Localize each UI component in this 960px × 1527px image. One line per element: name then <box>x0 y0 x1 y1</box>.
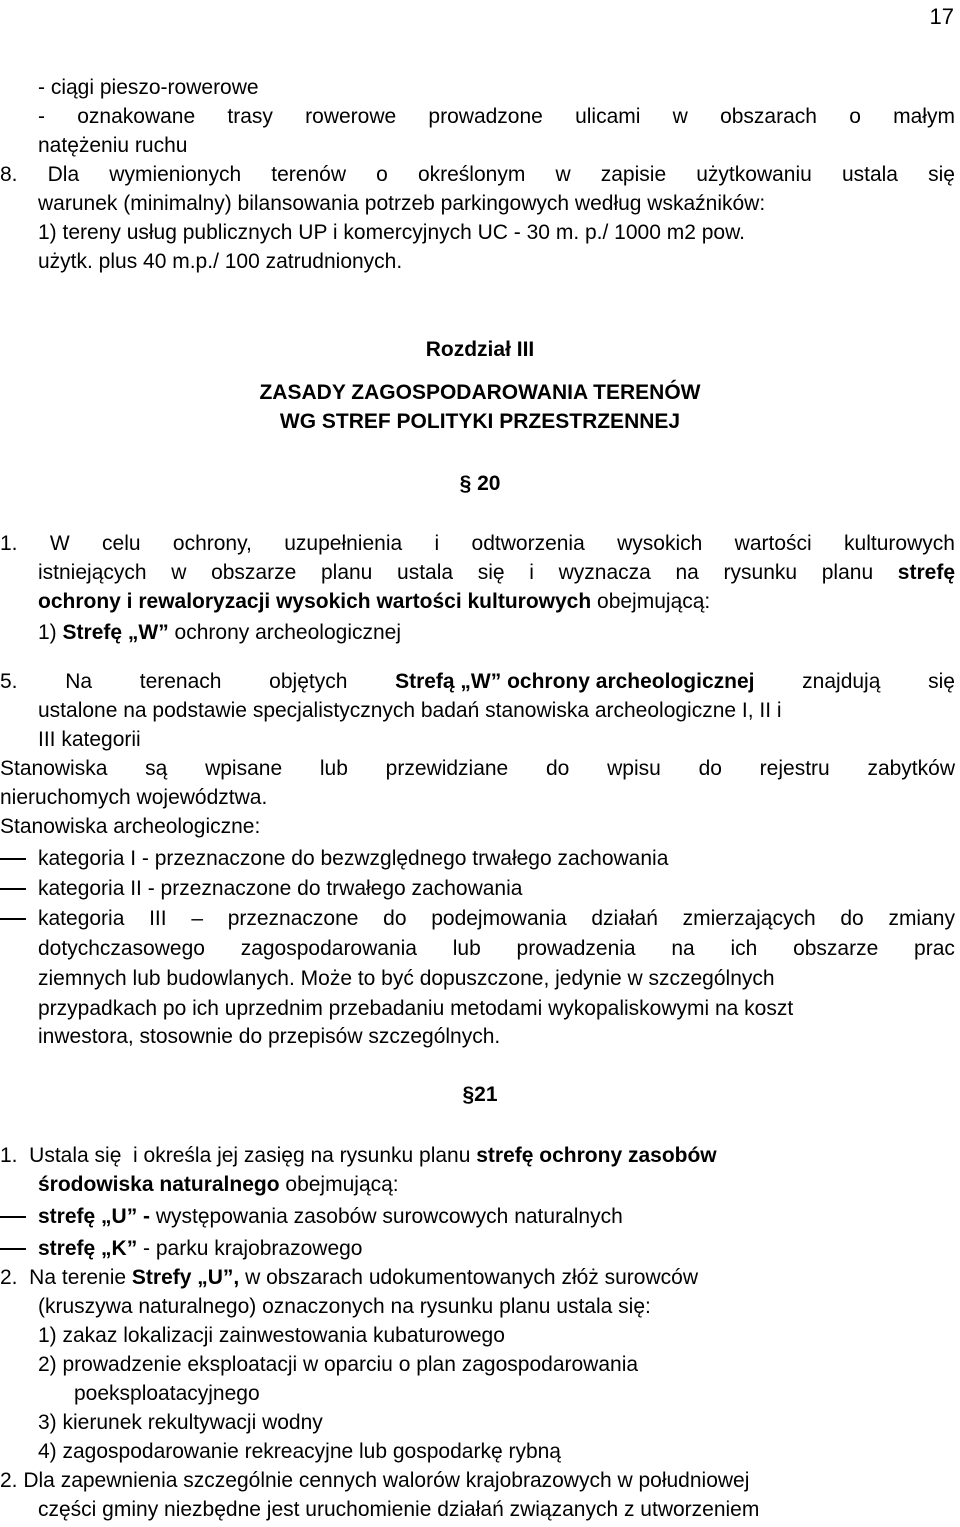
s21-item-2-cont: poeksploatacyjnego <box>74 1382 260 1405</box>
s21-paragraph-1 <box>0 1141 717 1170</box>
word: odtworzenia <box>471 532 585 555</box>
word: określonym <box>417 163 526 186</box>
category-3-l4: przypadkach po ich uprzednim przebadaniu metodami wykopaliskowymi na koszt <box>38 997 794 1020</box>
category-3 <box>38 904 955 933</box>
word: się <box>928 670 955 693</box>
word: w <box>555 163 571 186</box>
s20-paragraph-5-l5: nieruchomych województwa. <box>0 786 268 809</box>
word: do <box>383 907 407 930</box>
word: kulturowych <box>844 532 955 555</box>
word: oznakowane <box>77 105 196 128</box>
word: wysokich <box>617 532 703 555</box>
word: są <box>145 757 168 780</box>
word: 5. <box>0 670 18 693</box>
word: obszarach <box>720 105 817 128</box>
section-20-heading: § 20 <box>459 472 501 495</box>
category-3-l3: ziemnych lub budowlanych. Może to być dopuszczone, jedynie w szczególnych <box>38 967 775 990</box>
word: wyznacza <box>558 561 651 584</box>
word: zmiany <box>888 907 955 930</box>
s20-paragraph-5-l3: III kategorii <box>38 728 141 751</box>
word: obszarze <box>211 561 297 584</box>
word: do <box>840 907 864 930</box>
word: ustala <box>397 561 454 584</box>
paragraph-8-item-1: 1) tereny usług publicznych UP i komercyjnych UC - 30 m. p./ 1000 m2 pow. <box>38 221 745 244</box>
word: kategoria <box>38 907 125 930</box>
list-item-bike-routes <box>38 102 955 131</box>
word: ulicami <box>575 105 641 128</box>
s21-paragraph-2-l2: (kruszywa naturalnego) oznaczonych na rysunku planu ustala się: <box>38 1295 651 1318</box>
word: działań <box>591 907 658 930</box>
s20-paragraph-5-l4 <box>0 754 955 783</box>
word: terenów <box>271 163 347 186</box>
word: się <box>928 163 955 186</box>
s21-paragraph-2 <box>0 1263 698 1292</box>
zone-u-bold: Strefy „U”, <box>131 1266 240 1289</box>
word: w <box>672 105 688 128</box>
word: o <box>849 105 861 128</box>
zone-name-bold: ochrony i rewaloryzacji wysokich wartości kulturowych <box>38 590 592 613</box>
word: przewidziane <box>385 757 509 780</box>
s20-paragraph-1-l3 <box>38 587 710 616</box>
word: istniejących <box>38 561 147 584</box>
zone-u-item <box>38 1202 623 1231</box>
word: strefę <box>897 561 955 584</box>
page-number: 17 <box>929 4 954 29</box>
zone-k-bold: strefę „K” <box>38 1237 138 1260</box>
word: ustala <box>841 163 898 186</box>
paragraph-8 <box>0 160 955 189</box>
s21-paragraph-3-l2: części gminy niezbędne jest uruchomienie działań związanych z utworzeniem <box>38 1498 760 1521</box>
s21-paragraph-1-l2 <box>38 1170 399 1199</box>
bullet-dash <box>0 888 26 890</box>
word: lub <box>452 937 481 960</box>
s20-item-text: ochrony archeologicznej <box>168 621 402 644</box>
category-2: kategoria II - przeznaczone do trwałego zachowania <box>38 877 523 900</box>
word: małym <box>893 105 955 128</box>
word: dotychczasowego <box>38 937 205 960</box>
word: na <box>675 561 699 584</box>
s21-item-2: 2) prowadzenie eksploatacji w oparciu o plan zagospodarowania <box>38 1353 639 1376</box>
s21-item-3: 3) kierunek rekultywacji wodny <box>38 1411 323 1434</box>
word: planu <box>320 561 373 584</box>
word: lub <box>319 757 348 780</box>
word: zagospodarowania <box>240 937 417 960</box>
category-3-l5: inwestora, stosownie do przepisów szczególnych. <box>38 1025 501 1048</box>
word: prac <box>914 937 955 960</box>
s20-paragraph-5 <box>0 667 955 696</box>
bullet-dash <box>0 1248 26 1250</box>
list-item-pedestrian-paths: - ciągi pieszo-rowerowe <box>38 76 259 99</box>
s21-text: w obszarach udokumentowanych złóż surowców <box>239 1266 698 1289</box>
word: prowadzenia <box>516 937 636 960</box>
word: zmierzających <box>682 907 816 930</box>
s21-item-1: 1) zakaz lokalizacji zainwestowania kubaturowego <box>38 1324 505 1347</box>
s21-item-4: 4) zagospodarowanie rekreacyjne lub gospodarkę rybną <box>38 1440 561 1463</box>
s20-item-num: 1) <box>38 621 63 644</box>
word: w <box>171 561 187 584</box>
s21-paragraph-3: 2. Dla zapewnienia szczególnie cennych walorów krajobrazowych w południowej <box>0 1469 750 1492</box>
word: Stanowiska <box>0 757 108 780</box>
zone-u-text: występowania zasobów surowcowych naturalnych <box>150 1205 623 1228</box>
list-item-bike-routes-cont: natężeniu ruchu <box>38 134 188 157</box>
chapter-label: Rozdział III <box>425 338 535 361</box>
category-1: kategoria I - przeznaczone do bezwzględnego trwałego zachowania <box>38 847 669 870</box>
zone-k-item <box>38 1234 362 1263</box>
category-3-l2 <box>38 934 955 963</box>
section-21-heading: §21 <box>462 1083 498 1106</box>
word: III <box>149 907 167 930</box>
word: planu <box>821 561 874 584</box>
word: – <box>191 907 203 930</box>
word: 1. <box>0 532 18 555</box>
word: i <box>434 532 440 555</box>
word: 8. <box>0 163 18 186</box>
word: do <box>546 757 570 780</box>
bullet-dash <box>0 1216 26 1218</box>
zone-w-bold: Strefę „W” <box>62 621 169 644</box>
chapter-title-line-2: WG STREF POLITYKI PRZESTRZENNEJ <box>279 410 681 433</box>
word: użytkowaniu <box>696 163 812 186</box>
word: wpisu <box>607 757 661 780</box>
s20-text: obejmującą: <box>591 590 711 613</box>
word: wymienionych <box>109 163 242 186</box>
word: prowadzone <box>428 105 543 128</box>
word: wartości <box>734 532 812 555</box>
s20-item-1 <box>38 618 401 647</box>
word: zabytków <box>867 757 955 780</box>
paragraph-8-cont: warunek (minimalny) bilansowania potrzeb parkingowych według wskaźników: <box>38 192 766 215</box>
word: na <box>671 937 695 960</box>
s21-text: 2. Na terenie <box>0 1266 132 1289</box>
word: Dla <box>47 163 80 186</box>
word: celu <box>102 532 141 555</box>
s21-text: 1. Ustala się i określa jej zasięg na rysunku planu <box>0 1144 477 1167</box>
word: ich <box>730 937 758 960</box>
word: do <box>698 757 722 780</box>
paragraph-8-item-1-cont: użytk. plus 40 m.p./ 100 zatrudnionych. <box>38 250 403 273</box>
word: wpisane <box>205 757 283 780</box>
word: znajdują <box>802 670 881 693</box>
word: terenach <box>139 670 222 693</box>
chapter-title-line-1: ZASADY ZAGOSPODAROWANIA TERENÓW <box>259 381 701 404</box>
word: o <box>376 163 388 186</box>
word: rysunku <box>723 561 798 584</box>
word: i <box>529 561 534 584</box>
s20-paragraph-1-l2 <box>38 558 955 587</box>
word: ochrony, <box>172 532 252 555</box>
bullet-dash <box>0 858 26 860</box>
word: się <box>477 561 505 584</box>
zone-k-text: - parku krajobrazowego <box>137 1237 363 1260</box>
zone-u-bold: strefę „U” - <box>38 1205 151 1228</box>
s20-paragraph-5-l2: ustalone na podstawie specjalistycznych badań stanowiska archeologiczne I, II i <box>38 699 782 722</box>
zone-bold: strefę ochrony zasobów <box>476 1144 717 1167</box>
word: zapisie <box>600 163 667 186</box>
word: rowerowe <box>305 105 397 128</box>
zone-bold: środowiska naturalnego <box>38 1173 280 1196</box>
word: - <box>38 105 45 128</box>
s21-text: obejmującą: <box>279 1173 399 1196</box>
word: obszarze <box>793 937 879 960</box>
word: uzupełnienia <box>284 532 403 555</box>
word: podejmowania <box>431 907 567 930</box>
word: Na <box>65 670 93 693</box>
bullet-dash <box>0 918 26 920</box>
word: objętych <box>269 670 348 693</box>
word: Strefą „W” ochrony archeologicznej <box>395 670 755 693</box>
word: trasy <box>227 105 273 128</box>
word: W <box>49 532 70 555</box>
s20-paragraph-5-l6: Stanowiska archeologiczne: <box>0 815 261 838</box>
s20-paragraph-1 <box>0 529 955 558</box>
word: rejestru <box>759 757 830 780</box>
word: przeznaczone <box>227 907 359 930</box>
